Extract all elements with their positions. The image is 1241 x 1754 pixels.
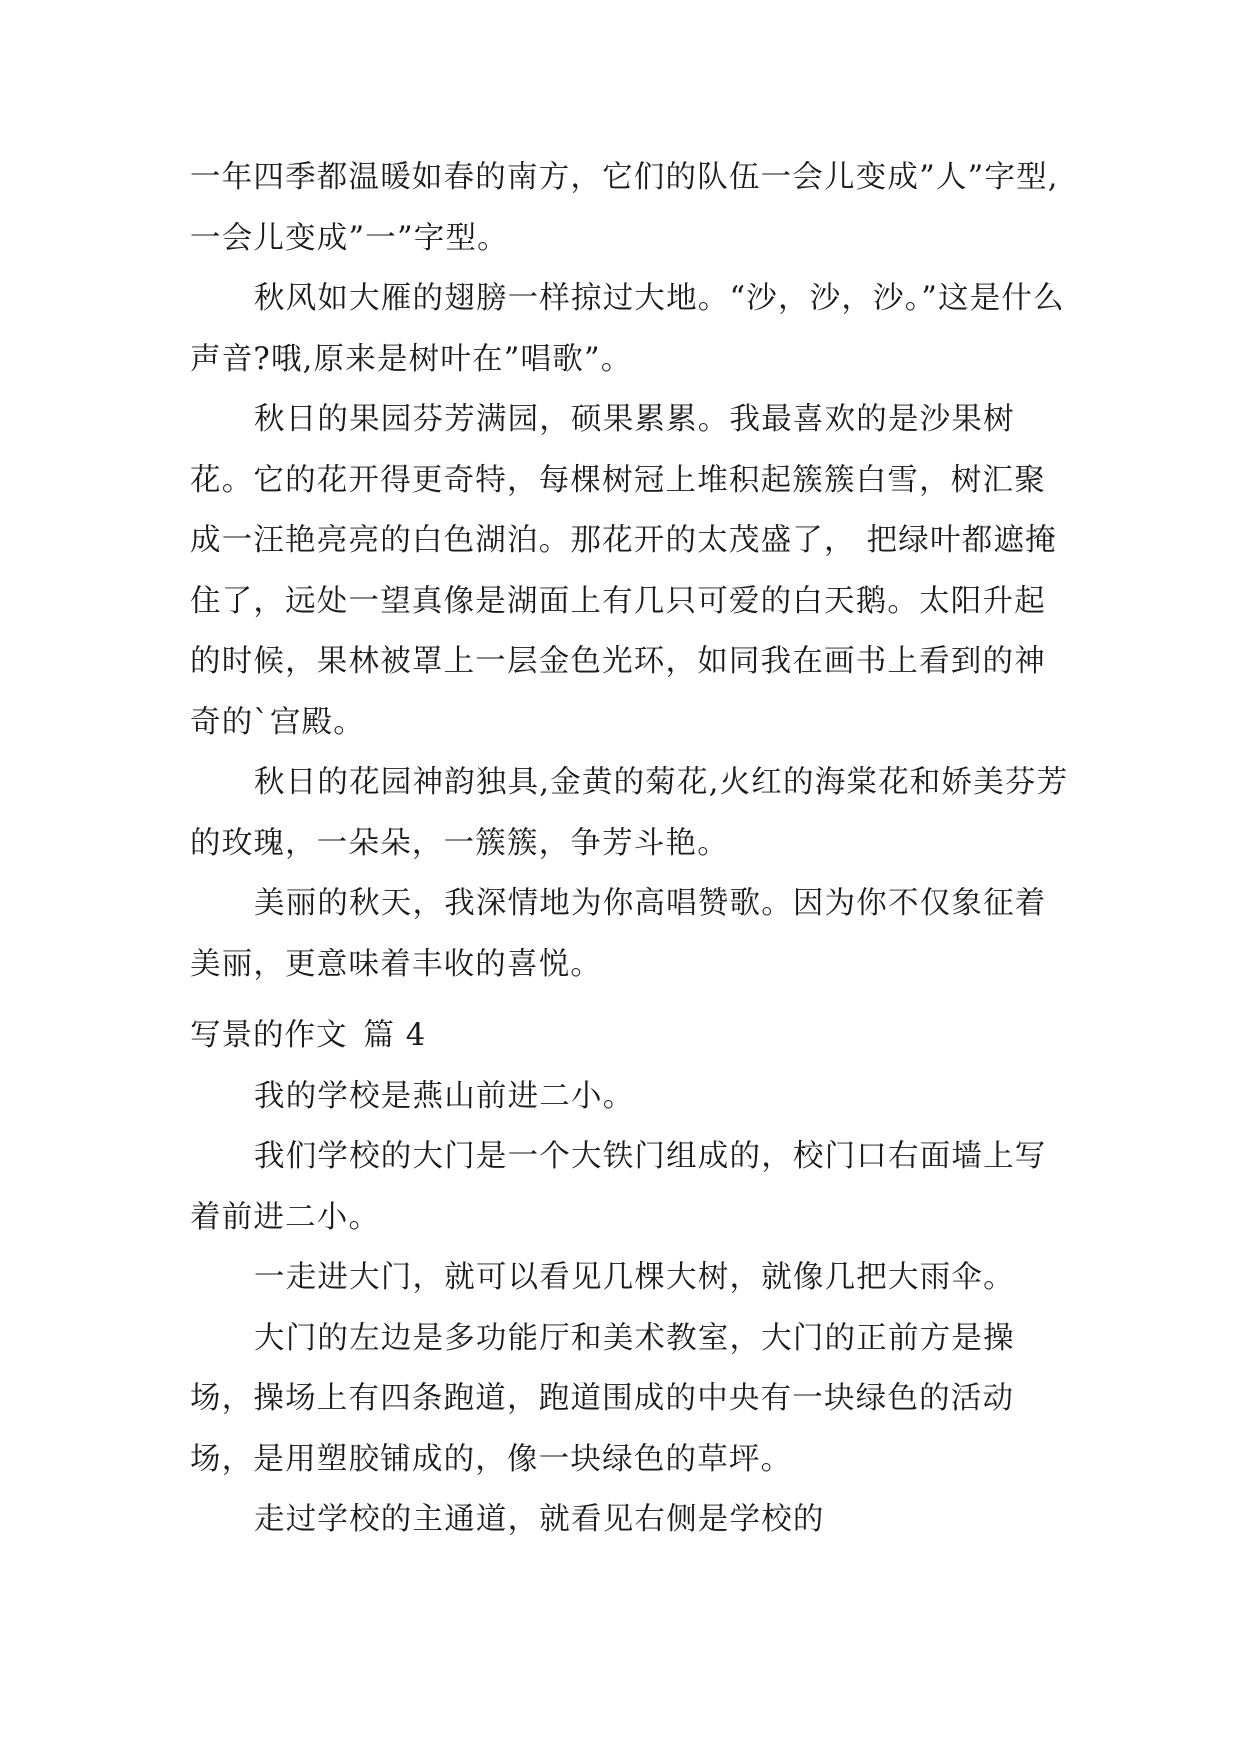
paragraph-school-name: 我的学校是燕山前进二小。: [254, 1078, 635, 1114]
section-number: 篇 4: [363, 1018, 427, 1053]
paragraph-school-gate: 我们学校的大门是一个大铁门组成的，校门口右面墙上写着前进二小。: [190, 1139, 1047, 1235]
paragraph-orchard: 秋日的果园芬芳满园，硕果累累。我最喜欢的是沙果树花。它的花开得更奇特，每棵树冠上堆积起簇簇白雪，树汇聚成一汪艳亮亮的白色湖泊。那花开的太茂盛了， 把绿叶都遮掩住了，远处一望真像是湖面上有几只可爱的白天鹅。太阳升起的时候，果林被罩上一层金色光环，如同我在画书上看到的神奇的`宫殿。: [190, 402, 1057, 740]
paragraph-main-path: 走过学校的主通道，就看见右侧是学校的: [254, 1502, 825, 1537]
section-title: 写景的作文: [190, 1018, 348, 1053]
paragraph-garden: 秋日的花园神韵独具,金黄的菊花,火红的海棠花和娇美芬芳的玫瑰，一朵朵，一簇簇，争芳斗艳。: [190, 765, 1069, 861]
paragraph-autumn-wind: 秋风如大雁的翅膀一样掠过大地。“沙，沙，沙。”这是什么声音?哦,原来是树叶在”唱歌”。: [190, 281, 1065, 377]
essay-continuation: [190, 148, 1070, 995]
paragraph-closing: 美丽的秋天，我深情地为你高唱赞歌。因为你不仅象征着美丽，更意味着丰收的喜悦。: [190, 886, 1047, 982]
paragraph-trees: 一走进大门，就可以看见几棵大树，就像几把大雨伞。: [254, 1260, 1015, 1295]
paragraph-continued: 一年四季都温暖如春的南方，它们的队伍一会儿变成”人”字型,一会儿变成”一”字型。: [190, 160, 1059, 256]
paragraph-playground: 大门的左边是多功能厅和美术教室，大门的正前方是操场，操场上有四条跑道，跑道围成的中央有一块绿色的活动场，是用塑胶铺成的，像一块绿色的草坪。: [190, 1320, 1015, 1477]
essay-section-4: [190, 1006, 1070, 1551]
section-heading: [190, 1006, 1070, 1067]
